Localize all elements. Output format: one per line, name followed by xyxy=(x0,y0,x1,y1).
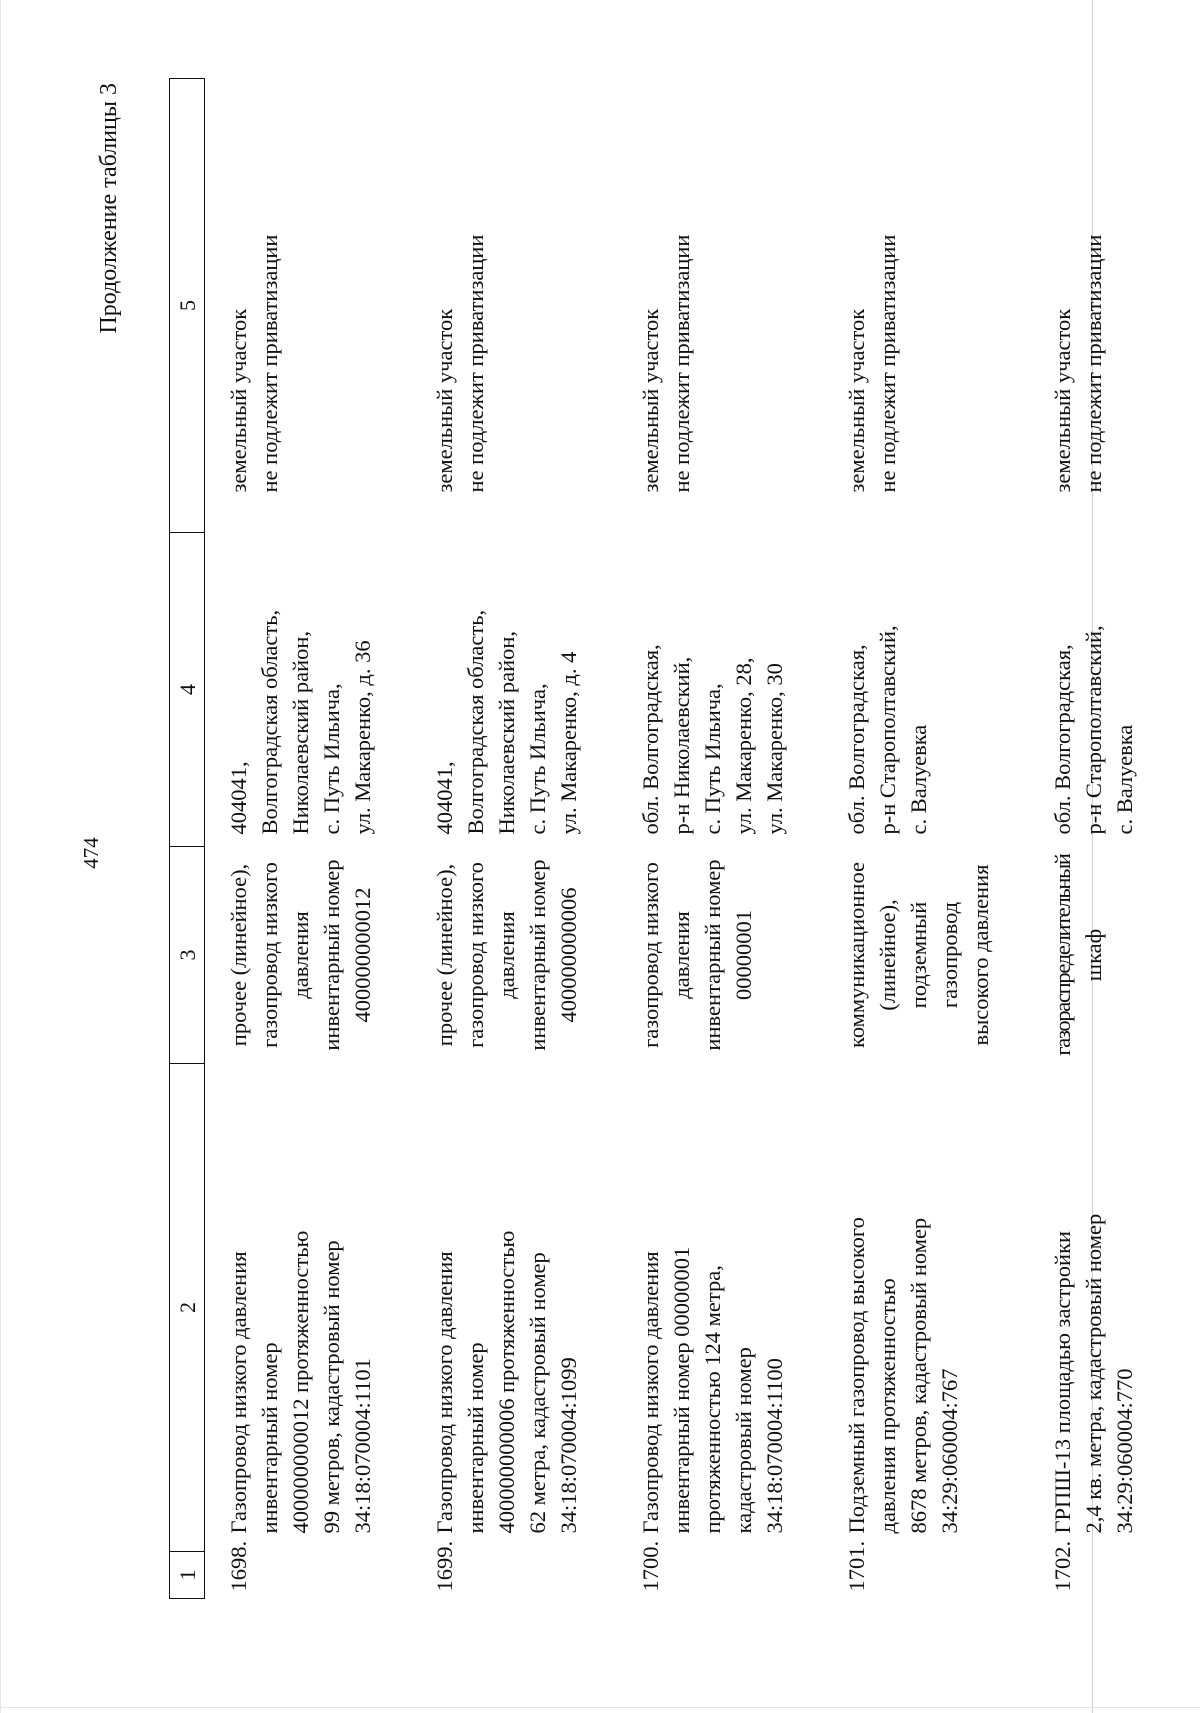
note-line: не подлежит приватизации xyxy=(257,234,282,493)
object-name-line: давления протяженностью xyxy=(875,1278,900,1534)
object-type-line: инвентарный номер xyxy=(525,859,550,1051)
table-row xyxy=(617,79,823,1599)
object-type-line: инвентарный номер xyxy=(700,859,725,1051)
table-row xyxy=(205,79,412,1599)
object-type-line: газопровод низкого xyxy=(257,862,282,1048)
note-cell xyxy=(617,79,823,533)
object-name-line: Газопровод низкого давления xyxy=(638,1251,663,1534)
object-name-line: 34:18:070004:1099 xyxy=(556,1357,581,1534)
object-type-line: газопровод низкого xyxy=(463,862,488,1048)
object-name-cell xyxy=(1029,1064,1200,1552)
note-line: не подлежит приватизации xyxy=(875,234,900,493)
object-name-line: 400000000006 протяженностью xyxy=(494,1230,519,1534)
object-name-line: инвентарный номер xyxy=(257,1342,282,1534)
object-name-line: кадастровый номер xyxy=(731,1347,756,1534)
address-line: ул. Макаренко, д. 4 xyxy=(556,651,581,835)
row-number: 1698. xyxy=(226,1540,251,1592)
address-line: р-н Старополтавский, xyxy=(1081,625,1106,835)
note-line: не подлежит приватизации xyxy=(669,234,694,493)
object-type-line: высокого давления xyxy=(968,864,993,1046)
object-type-line: инвентарный номер xyxy=(319,859,344,1051)
object-type-line: прочее (линейное), xyxy=(432,863,457,1047)
note-line: земельный участок xyxy=(638,308,663,493)
note-line: земельный участок xyxy=(844,308,869,493)
table-row xyxy=(411,79,617,1599)
address-line: с. Путь Ильича, xyxy=(700,683,725,835)
object-name-line: Газопровод низкого давления xyxy=(432,1251,457,1534)
note-cell xyxy=(823,79,1029,533)
note-cell xyxy=(1029,79,1200,533)
note-cell xyxy=(411,79,617,533)
object-name-line: 99 метров, кадастровый номер xyxy=(319,1240,344,1534)
object-type-line: 00000001 xyxy=(731,910,756,1000)
address-line: р-н Николаевский, xyxy=(669,656,694,835)
address-line: обл. Волгоградская, xyxy=(1050,644,1075,835)
object-name-cell xyxy=(823,1064,1029,1552)
object-type-line: давления xyxy=(669,911,694,999)
address-line: с. Путь Ильича, xyxy=(319,683,344,835)
address-line: Волгоградская область, xyxy=(463,609,488,835)
row-number: 1702. xyxy=(1050,1540,1075,1592)
note-line: земельный участок xyxy=(226,308,251,493)
object-type-cell xyxy=(411,847,617,1064)
object-name-line: 34:18:070004:1101 xyxy=(350,1358,375,1534)
object-type-cell xyxy=(205,847,412,1064)
object-type-line: коммуникационное xyxy=(844,862,869,1048)
table-row xyxy=(1029,79,1200,1599)
address-line: Волгоградская область, xyxy=(257,609,282,835)
column-header-3: 3 xyxy=(170,847,205,1064)
object-name-line: 34:18:070004:1100 xyxy=(762,1358,787,1534)
page-number: 474 xyxy=(79,837,103,869)
address-line: р-н Старополтавский, xyxy=(875,625,900,835)
address-line: обл. Волгоградская, xyxy=(844,644,869,835)
address-line: обл. Волгоградская, xyxy=(638,644,663,835)
column-header-1: 1 xyxy=(170,1552,205,1599)
object-type-line: подземный xyxy=(906,901,931,1009)
address-line: ул. Макаренко, 30 xyxy=(762,663,787,835)
address-cell xyxy=(205,533,412,847)
address-line: ул. Макаренко, д. 36 xyxy=(350,640,375,835)
object-type-line: давления xyxy=(288,911,313,999)
address-line: с. Валуевка xyxy=(906,724,931,835)
object-type-line: газопровод низкого xyxy=(638,862,663,1048)
address-line: Николаевский район, xyxy=(288,630,313,835)
object-name-line: 34:29:060004:770 xyxy=(1112,1368,1137,1534)
object-type-cell xyxy=(1029,847,1200,1064)
object-type-line: шкаф xyxy=(1081,928,1106,982)
object-name-line: 62 метра, кадастровый номер xyxy=(525,1252,550,1534)
address-cell xyxy=(823,533,1029,847)
object-type-line: (линейное), xyxy=(875,899,900,1011)
address-line: с. Путь Ильича, xyxy=(525,683,550,835)
object-type-cell xyxy=(823,847,1029,1064)
note-line: не подлежит приватизации xyxy=(1081,234,1106,493)
object-name-line: протяженностью 124 метра, xyxy=(700,1265,725,1534)
object-type-line: прочее (линейное), xyxy=(226,863,251,1047)
object-type-line: 400000000006 xyxy=(556,887,581,1023)
object-type-cell xyxy=(617,847,823,1064)
note-line: не подлежит приватизации xyxy=(463,234,488,493)
object-name-cell xyxy=(411,1064,617,1552)
address-cell xyxy=(617,533,823,847)
row-number: 1700. xyxy=(638,1540,663,1592)
table-header-row xyxy=(170,79,205,1599)
object-name-line: 8678 метров, кадастровый номер xyxy=(906,1217,931,1534)
object-name-line: инвентарный номер 00000001 xyxy=(669,1246,694,1534)
column-header-2: 2 xyxy=(170,1064,205,1552)
table-continuation-label: Продолжение таблицы 3 xyxy=(96,83,122,334)
table-row xyxy=(823,79,1029,1599)
object-name-line: 400000000012 протяженностью xyxy=(288,1230,313,1534)
address-line: с. Валуевка xyxy=(1112,724,1137,835)
object-name-line: 2,4 кв. метра, кадастровый номер xyxy=(1081,1213,1106,1534)
table-body xyxy=(205,79,1200,1599)
note-line: земельный участок xyxy=(1050,308,1075,493)
note-cell xyxy=(205,79,412,533)
object-type-line: газораспределительный xyxy=(1050,854,1075,1056)
column-header-4: 4 xyxy=(170,533,205,847)
object-name-line: инвентарный номер xyxy=(463,1342,488,1534)
note-line: земельный участок xyxy=(432,308,457,493)
column-header-5: 5 xyxy=(170,79,205,533)
object-name-line: ГРПШ-13 площадью застройки xyxy=(1050,1230,1075,1534)
object-name-line: Подземный газопровод высокого xyxy=(844,1217,869,1534)
address-line: 404041, xyxy=(432,761,457,835)
address-line: ул. Макаренко, 28, xyxy=(731,657,756,835)
address-line: Николаевский район, xyxy=(494,630,519,835)
address-cell xyxy=(411,533,617,847)
object-type-line: 400000000012 xyxy=(350,887,375,1023)
row-number: 1699. xyxy=(432,1540,457,1592)
object-type-line: давления xyxy=(494,911,519,999)
object-type-line: газопровод xyxy=(937,901,962,1009)
property-register-table xyxy=(169,78,1200,1599)
row-number: 1701. xyxy=(844,1540,869,1592)
address-line: 404041, xyxy=(226,761,251,835)
object-name-cell xyxy=(205,1064,412,1552)
object-name-line: Газопровод низкого давления xyxy=(226,1251,251,1534)
object-name-line: 34:29:060004:767 xyxy=(937,1368,962,1534)
object-name-cell xyxy=(617,1064,823,1552)
address-cell xyxy=(1029,533,1200,847)
